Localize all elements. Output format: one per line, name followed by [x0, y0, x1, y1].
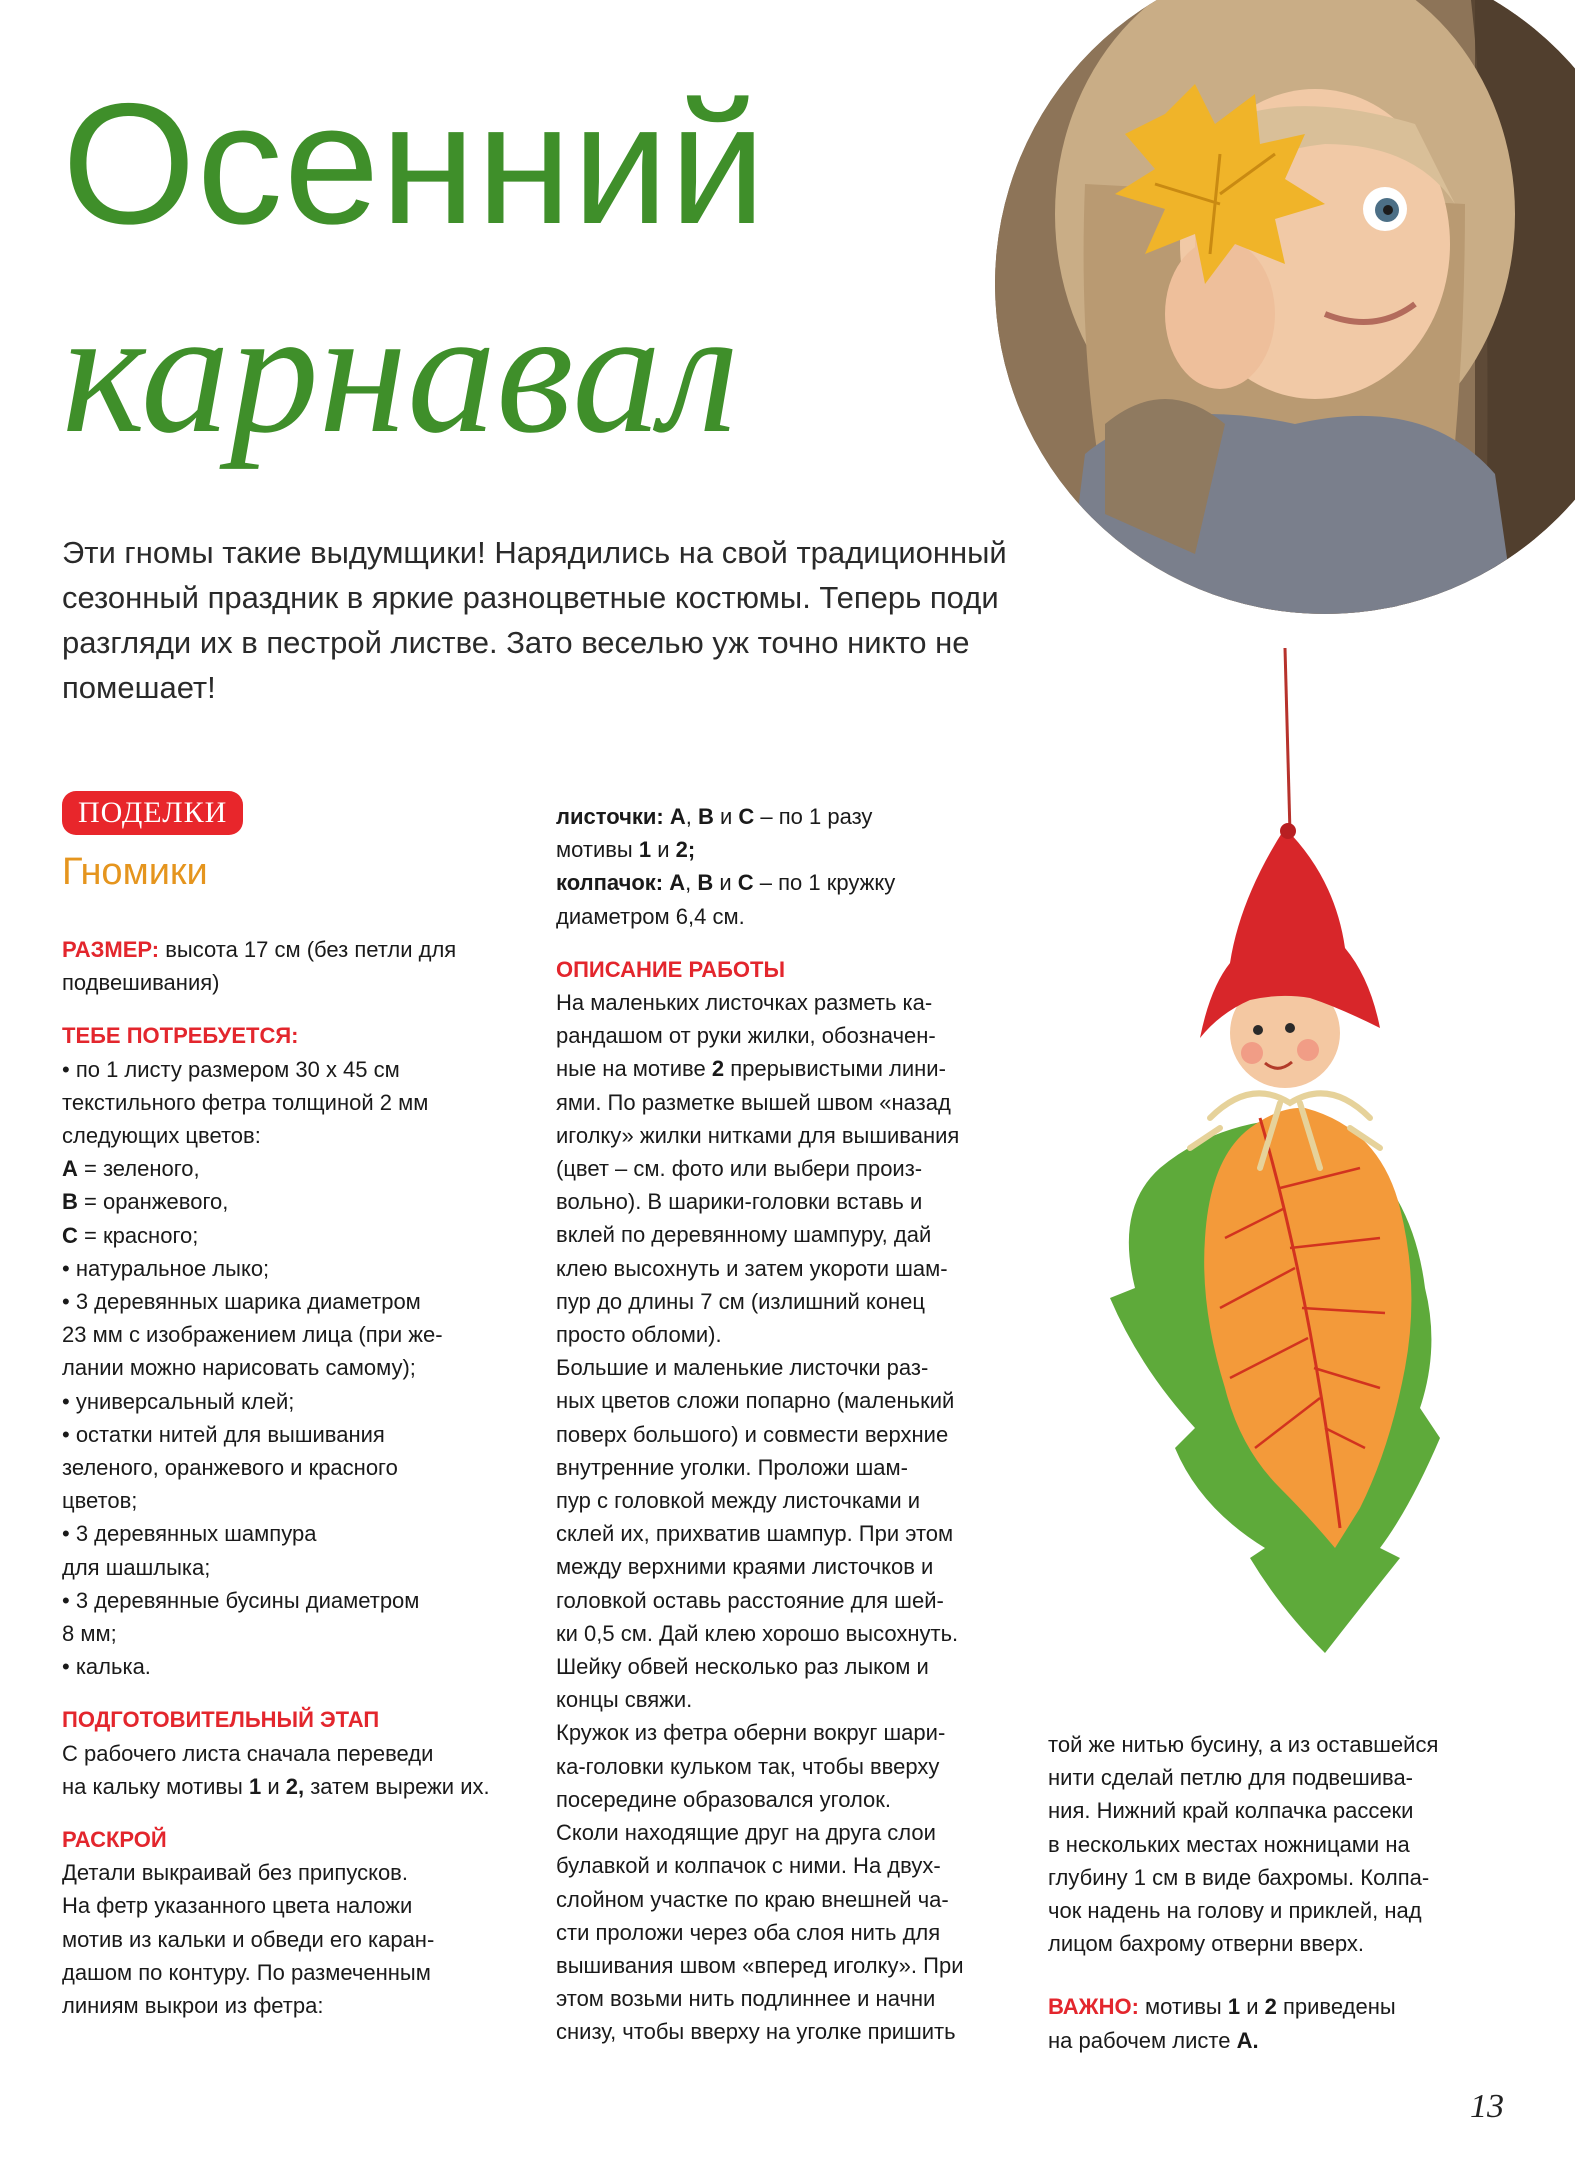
color-a	[62, 1152, 532, 1185]
work-line: снизу, чтобы вверху на уголке пришить	[556, 2019, 956, 2045]
work-line: ями. По разметке вышей швом «назад	[556, 1089, 951, 1115]
category-badge: ПОДЕЛКИ	[62, 791, 243, 835]
materials-item: 8 мм;	[62, 1621, 117, 1647]
work-line: между верхними краями листочков и	[556, 1554, 934, 1580]
motif-number: 1	[248, 1773, 262, 1799]
col3-line: глубину 1 см в виде бахромы. Колпа-	[1048, 1864, 1430, 1890]
color-key: A	[62, 1156, 78, 1182]
work-line: ных цветов сложи попарно (маленький	[556, 1388, 955, 1414]
photo-illustration	[995, 0, 1575, 614]
color-key: B	[62, 1189, 78, 1215]
materials-item: лании можно нарисовать самому);	[62, 1355, 416, 1381]
work-line: головкой оставь расстояние для шей-	[556, 1587, 944, 1613]
color-b	[62, 1185, 532, 1218]
color-key: C	[737, 870, 754, 896]
materials-item: 23 мм с изображением лица (при же-	[62, 1322, 443, 1348]
column-3	[1048, 1728, 1518, 2057]
gnome-craft-image	[1080, 648, 1480, 1658]
motif-number: 2	[1264, 1994, 1277, 2020]
work-line: ка-головки кульком так, чтобы вверху	[556, 1753, 940, 1779]
size-line	[62, 933, 532, 999]
column-2	[556, 800, 1021, 2049]
work-line: вклей по деревянному шампуру, дай	[556, 1222, 932, 1248]
col3-line: той же нитью бусину, а из оставшейся	[1048, 1732, 1439, 1757]
color-key: B	[698, 804, 714, 829]
important-text: приведены	[1276, 1994, 1396, 2020]
color-key: C	[62, 1222, 78, 1248]
important-text: на рабочем листе	[1048, 2027, 1237, 2053]
col3-line: чок надень на голову и приклей, над	[1048, 1898, 1422, 1924]
materials-item: • 3 деревянных шампура	[62, 1521, 317, 1547]
work-text: прерывистыми лини-	[724, 1056, 946, 1082]
materials-line: • по 1 листу размером 30 х 45 см	[62, 1056, 400, 1082]
motif-number: 2	[711, 1056, 725, 1082]
color-key: B	[697, 870, 714, 896]
work-line: иголку» жилки нитками для вышивания	[556, 1122, 960, 1148]
cut-line: линиям выкрои из фетра:	[62, 1993, 324, 2019]
work-line: ки 0,5 см. Дай клею хорошо высохнуть.	[556, 1620, 959, 1646]
prep-text: и	[261, 1773, 286, 1799]
sep: ,	[685, 870, 698, 896]
sep: ,	[685, 804, 698, 829]
work-line: рандашом от руки жилки, обозначен-	[556, 1023, 936, 1049]
pieces-text: – по 1 разу	[754, 804, 873, 829]
work-line: посередине образовался уголок.	[556, 1786, 892, 1812]
work-line: Кружок из фетра оберни вокруг шари-	[556, 1720, 946, 1746]
work-line: склей их, прихватив шампур. При этом	[556, 1521, 954, 1547]
materials-item: для шашлыка;	[62, 1554, 211, 1580]
work-heading: ОПИСАНИЕ РАБОТЫ	[556, 956, 785, 982]
materials-item: • универсальный клей;	[62, 1388, 295, 1414]
pieces-label: колпачок:	[556, 870, 664, 896]
motif-number: 2,	[285, 1773, 305, 1799]
work-line: Шейку обвей несколько раз лыком и	[556, 1654, 929, 1680]
work-line: булавкой и колпачок с ними. На двух-	[556, 1853, 941, 1879]
girl-with-leaf-photo	[995, 0, 1575, 614]
materials-item: • калька.	[62, 1654, 151, 1680]
intro-paragraph: Эти гномы такие выдумщики! Нарядились на свой традиционный сезонный праздник в яркие разноцветные костюмы. Теперь поди разгляди их в пестрой листве. Зато веселью уж точно никто не помешает!	[62, 535, 1007, 705]
work-line: этом возьми нить подлиннее и начни	[556, 1986, 936, 2012]
pieces-text: мотивы	[556, 837, 639, 863]
prep-text: затем вырежи их.	[304, 1773, 490, 1799]
cut-heading: РАСКРОЙ	[62, 1827, 167, 1853]
pieces-cap	[556, 866, 1021, 899]
work-line: Сколи находящие друг на друга слои	[556, 1820, 936, 1846]
materials-item: зеленого, оранжевого и красного	[62, 1455, 398, 1481]
work-line: Большие и маленькие листочки раз-	[556, 1355, 929, 1381]
column-1	[62, 933, 532, 2022]
col3-line: ния. Нижний край колпачка рассеки	[1048, 1798, 1414, 1824]
color-key: A	[669, 870, 686, 896]
prep-line: С рабочего листа сначала переведи	[62, 1740, 434, 1766]
work-line: На маленьких листочках разметь ка-	[556, 990, 933, 1016]
important-label: ВАЖНО:	[1048, 1994, 1139, 2020]
sheet-letter: A.	[1236, 2027, 1259, 2053]
color-name: = красного;	[77, 1222, 199, 1248]
important-note-2	[1048, 2024, 1518, 2057]
important-text: мотивы	[1138, 1994, 1228, 2020]
work-line: клею высохнуть и затем укороти шам-	[556, 1255, 948, 1281]
pieces-text: – по 1 кружку	[753, 870, 896, 896]
pieces-label: листочки:	[556, 804, 664, 829]
cut-line: Детали выкраивай без припусков.	[62, 1860, 408, 1886]
page-number: 13	[1470, 2088, 1504, 2125]
materials-item: • 3 деревянных шарика диаметром	[62, 1289, 421, 1315]
work-line: (цвет – см. фото или выбери произ-	[556, 1156, 923, 1182]
work-line: просто обломи).	[556, 1322, 722, 1348]
color-key: A	[669, 804, 686, 829]
color-c	[62, 1219, 532, 1252]
col3-line: лицом бахрому отверни вверх.	[1048, 1931, 1364, 1957]
materials-item: • натуральное лыко;	[62, 1255, 270, 1281]
pieces-motifs	[556, 833, 1021, 866]
cut-line: На фетр указанного цвета наложи	[62, 1893, 413, 1919]
materials-item: • 3 деревянные бусины диаметром	[62, 1587, 420, 1613]
work-line: вольно). В шарики-головки вставь и	[556, 1189, 923, 1215]
motif-number: 1	[1227, 1994, 1241, 2020]
work-line: пур до длины 7 см (излишний конец	[556, 1288, 925, 1314]
work-line: сти проложи через оба слоя нить для	[556, 1919, 941, 1945]
materials-line: следующих цветов:	[62, 1123, 261, 1149]
title-line-1: Осенний	[62, 68, 767, 260]
work-line: пур с головкой между листочками и	[556, 1488, 921, 1514]
col3-line: в нескольких местах ножницами на	[1048, 1831, 1410, 1857]
prep-heading: ПОДГОТОВИТЕЛЬНЫЙ ЭТАП	[62, 1707, 380, 1733]
cut-line: дашом по контуру. По размеченным	[62, 1959, 431, 1985]
pieces-cap-2: диаметром 6,4 см.	[556, 903, 745, 929]
size-label: РАЗМЕР:	[62, 937, 160, 962]
work-line: слойном участке по краю внешней ча-	[556, 1886, 949, 1912]
title-line-2: карнавал	[62, 272, 739, 470]
cut-line: мотив из кальки и обведи его каран-	[62, 1926, 435, 1952]
sep: и	[713, 870, 738, 896]
sep: и	[713, 804, 739, 829]
important-text: и	[1240, 1994, 1265, 2020]
work-text: ные на мотиве	[556, 1056, 712, 1082]
work-line: вышивания швом «вперед иголку». При	[556, 1952, 964, 1978]
materials-item: • остатки нитей для вышивания	[62, 1421, 385, 1447]
motif-number: 2;	[675, 837, 696, 863]
work-line: концы свяжи.	[556, 1687, 693, 1713]
pieces-leaves	[556, 800, 1021, 833]
project-title: Гномики	[62, 851, 208, 893]
materials-heading: ТЕБЕ ПОТРЕБУЕТСЯ:	[62, 1023, 299, 1049]
work-line	[556, 1052, 1021, 1085]
prep-line	[62, 1770, 532, 1803]
motif-number: 1	[638, 837, 652, 863]
prep-text: на кальку мотивы	[62, 1773, 249, 1799]
important-note	[1048, 1990, 1518, 2023]
col3-line: нити сделай петлю для подвешива-	[1048, 1765, 1414, 1791]
materials-item: цветов;	[62, 1488, 138, 1514]
size-text: высота 17 см (без петли для подвешивания)	[62, 937, 457, 996]
gnome-craft-illustration	[1080, 648, 1480, 1658]
materials-line: текстильного фетра толщиной 2 мм	[62, 1089, 429, 1115]
color-name: = зеленого,	[77, 1156, 200, 1182]
work-line: внутренние уголки. Проложи шам-	[556, 1454, 908, 1480]
sep: и	[651, 837, 676, 863]
color-name: = оранжевого,	[77, 1189, 229, 1215]
work-line: поверх большого) и совмести верхние	[556, 1421, 949, 1447]
color-key: C	[738, 804, 755, 829]
